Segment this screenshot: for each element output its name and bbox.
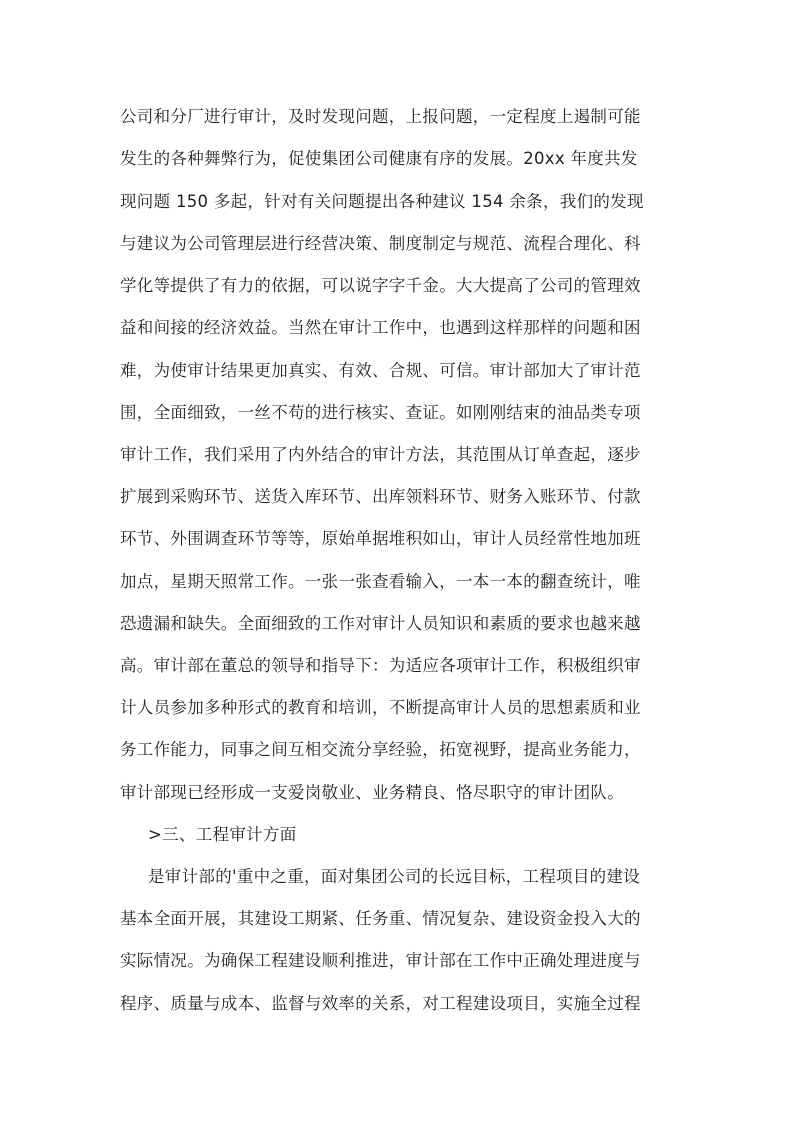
text-line: 现问题 150 多起，针对有关问题提出各种建议 154 余条，我们的发现 xyxy=(120,192,644,211)
text-line: 扩展到采购环节、送货入库环节、出库领料环节、财务入账环节、付款 xyxy=(120,487,641,506)
text-line: 计人员参加多种形式的教育和培训，不断提高审计人员的思想素质和业 xyxy=(120,698,641,717)
text-line: 审计部现已经形成一支爱岗敬业、业务精良、恪尽职守的审计团队。 xyxy=(120,783,624,802)
section-heading: >三、工程审计方面 xyxy=(148,825,297,844)
text-line: 程序、质量与成本、监督与效率的关系，对工程建设项目，实施全过程 xyxy=(120,994,641,1013)
text-line: 公司和分厂进行审计，及时发现问题，上报问题，一定程度上遏制可能 xyxy=(120,107,641,126)
text-line: 高。审计部在董总的领导和指导下：为适应各项审计工作，积极组织审 xyxy=(120,656,641,675)
text-line: 围，全面细致，一丝不苟的进行核实、查证。如刚刚结束的油品类专项 xyxy=(120,403,641,422)
text-line: 务工作能力，同事之间互相交流分享经验，拓宽视野，提高业务能力， xyxy=(120,740,641,759)
text-line: 益和间接的经济效益。当然在审计工作中，也遇到这样那样的问题和困 xyxy=(120,318,641,337)
text-line: 基本全面开展，其建设工期紧、任务重、情况复杂、建设资金投入大的 xyxy=(120,909,641,928)
text-line: 审计工作，我们采用了内外结合的审计方法，其范围从订单查起，逐步 xyxy=(120,445,641,464)
text-line: 实际情况。为确保工程建设顺利推进，审计部在工作中正确处理进度与 xyxy=(120,951,641,970)
text-line: 恐遗漏和缺失。全面细致的工作对审计人员知识和素质的要求也越来越 xyxy=(120,614,641,633)
text-line: 环节、外围调查环节等等，原始单据堆积如山，审计人员经常性地加班 xyxy=(120,529,641,548)
text-line: 发生的各种舞弊行为，促使集团公司健康有序的发展。20xx 年度共发 xyxy=(120,149,638,168)
text-line: 难，为使审计结果更加真实、有效、合规、可信。审计部加大了审计范 xyxy=(120,361,641,380)
text-line: 学化等提供了有力的依据，可以说字字千金。大大提高了公司的管理效 xyxy=(120,276,641,295)
text-line: 加点，星期天照常工作。一张一张查看输入，一本一本的翻查统计，唯 xyxy=(120,572,641,591)
text-line: 与建议为公司管理层进行经营决策、制度制定与规范、流程合理化、科 xyxy=(120,234,641,253)
text-line: 是审计部的'重中之重，面对集团公司的长远目标，工程项目的建设 xyxy=(148,867,641,886)
